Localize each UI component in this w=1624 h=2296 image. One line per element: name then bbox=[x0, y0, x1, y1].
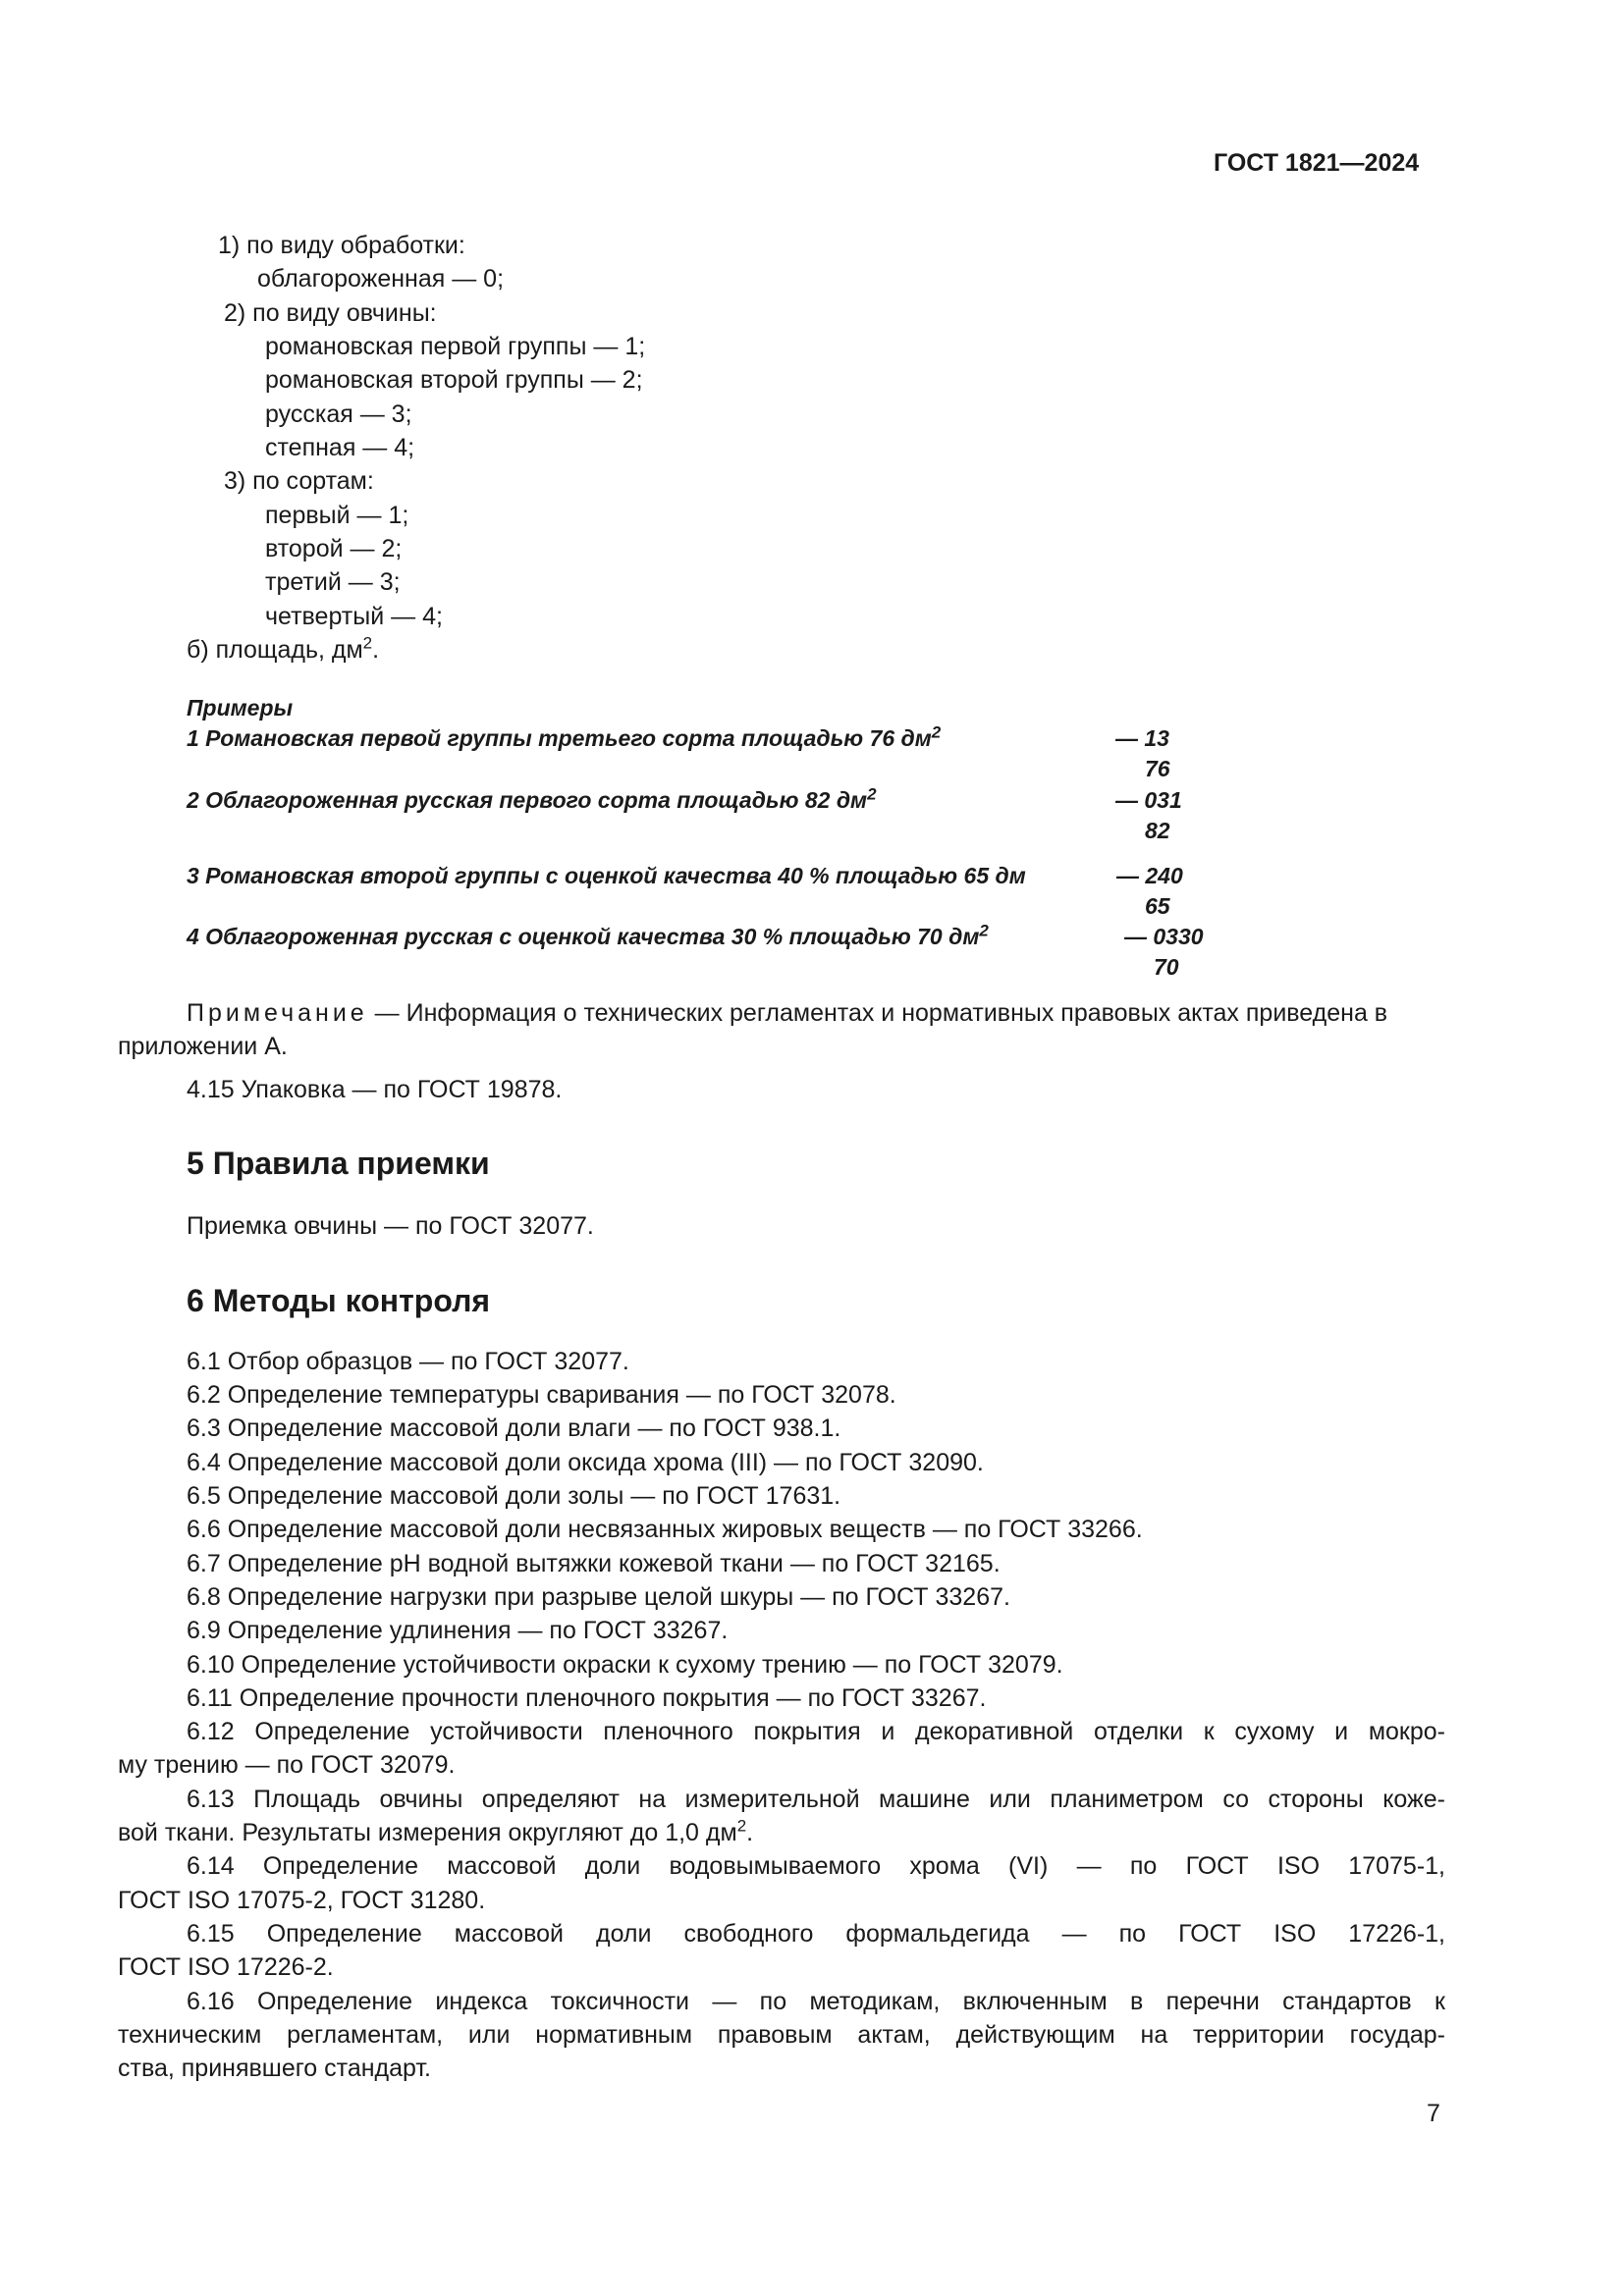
method-item: 6.10 Определение устойчивости окраски к сухому трению — по ГОСТ 32079. bbox=[187, 1651, 1063, 1679]
section-5-text: Приемка овчины — по ГОСТ 32077. bbox=[187, 1212, 594, 1240]
example-code: — 13 bbox=[1115, 725, 1169, 751]
method-item: 6.7 Определение pH водной вытяжки кожевой ткани — по ГОСТ 32165. bbox=[187, 1550, 1001, 1577]
note-label: Примечание bbox=[187, 999, 368, 1027]
method-item-continued: ГОСТ ISO 17226-2. bbox=[118, 1953, 334, 1981]
method-item: 6.11 Определение прочности пленочного покрытия — по ГОСТ 33267. bbox=[187, 1684, 987, 1712]
packing-paragraph: 4.15 Упаковка — по ГОСТ 19878. bbox=[187, 1076, 563, 1103]
method-item: 6.12 Определение устойчивости пленочного покрытия и декоративной отделки к сухому и мокро- bbox=[187, 1718, 1445, 1745]
example-text: 3 Романовская второй группы с оценкой качества 40 % площадью 65 дм bbox=[187, 863, 1026, 888]
example-area: 65 bbox=[1145, 893, 1170, 919]
method-item: 6.6 Определение массовой доли несвязанных жировых веществ — по ГОСТ 33266. bbox=[187, 1516, 1143, 1543]
method-item-continued: ГОСТ ISO 17075-2, ГОСТ 31280. bbox=[118, 1887, 486, 1914]
page-number: 7 bbox=[1427, 2100, 1440, 2127]
method-item-continued: ства, принявшего стандарт. bbox=[118, 2055, 432, 2082]
method-item: 6.3 Определение массовой доли влаги — по ГОСТ 938.1. bbox=[187, 1415, 841, 1442]
list-item-sheepskin-type: 2) по виду овчины: bbox=[224, 299, 437, 327]
document-code: ГОСТ 1821—2024 bbox=[1214, 149, 1420, 177]
list-subitem: облагороженная — 0; bbox=[257, 265, 505, 293]
list-subitem: четвертый — 4; bbox=[265, 603, 443, 630]
list-item-grades: 3) по сортам: bbox=[224, 467, 374, 495]
method-item-continued: вой ткани. Результаты измерения округляют до 1,0 $дм^2$. bbox=[118, 1816, 754, 1846]
example-code: — 031 bbox=[1115, 787, 1182, 813]
example-code: — 240 bbox=[1116, 863, 1183, 888]
example-code: — 0330 bbox=[1124, 924, 1204, 949]
list-subitem: романовская первой группы — 1; bbox=[265, 333, 646, 360]
note-line: Примечание — Информация о технических регламентах и нормативных правовых актах приведена в bbox=[187, 999, 1388, 1027]
method-item: 6.5 Определение массовой доли золы — по ГОСТ 17631. bbox=[187, 1482, 841, 1510]
method-item: 6.9 Определение удлинения — по ГОСТ 33267. bbox=[187, 1617, 729, 1644]
method-item: 6.15 Определение массовой доли свободного формальдегида — по ГОСТ ISO 17226-1, bbox=[187, 1920, 1445, 1948]
method-item: 6.16 Определение индекса токсичности — по методикам, включенным в перечни стандартов к bbox=[187, 1988, 1445, 2015]
method-item: 6.13 Площадь овчины определяют на измерительной машине или планиметром со стороны коже- bbox=[187, 1786, 1445, 1813]
method-item-continued: техническим регламентам, или нормативным правовым актам, действующим на территории государ- bbox=[118, 2021, 1445, 2049]
section-5-heading: 5 Правила приемки bbox=[187, 1146, 490, 1181]
list-subitem: первый — 1; bbox=[265, 502, 409, 529]
list-subitem: русская — 3; bbox=[265, 400, 412, 428]
examples-title: Примеры bbox=[187, 695, 294, 721]
list-subitem: степная — 4; bbox=[265, 434, 415, 461]
list-subitem: второй — 2; bbox=[265, 535, 403, 562]
method-item-continued: му трению — по ГОСТ 32079. bbox=[118, 1751, 456, 1779]
method-item: 6.1 Отбор образцов — по ГОСТ 32077. bbox=[187, 1348, 629, 1375]
example-area: 76 bbox=[1145, 756, 1170, 781]
list-subitem: романовская второй группы — 2; bbox=[265, 366, 643, 394]
list-item-processing: 1) по виду обработки: bbox=[218, 232, 465, 259]
list-item-area: б) площадь, $дм^2$. bbox=[187, 633, 380, 664]
method-item: 6.4 Определение массовой доли оксида хрома (III) — по ГОСТ 32090. bbox=[187, 1449, 984, 1476]
section-6-heading: 6 Методы контроля bbox=[187, 1283, 491, 1318]
example-area: 70 bbox=[1154, 954, 1179, 980]
method-item: 6.8 Определение нагрузки при разрыве целой шкуры — по ГОСТ 33267. bbox=[187, 1583, 1010, 1611]
method-item: 6.14 Определение массовой доли водовымываемого хрома (VI) — по ГОСТ ISO 17075-1, bbox=[187, 1852, 1445, 1880]
example-area: 82 bbox=[1145, 818, 1170, 843]
list-subitem: третий — 3; bbox=[265, 568, 401, 596]
method-item: 6.2 Определение температуры сваривания — по ГОСТ 32078. bbox=[187, 1381, 896, 1409]
example-text: 1 Романовская первой группы третьего сорта площадью 76 $дм^2$ bbox=[187, 722, 942, 751]
note-line: приложении А. bbox=[118, 1033, 288, 1060]
example-text: 2 Облагороженная русская первого сорта площадью 82 $дм^2$ bbox=[187, 784, 877, 813]
example-text: 4 Облагороженная русская с оценкой качества 30 % площадью 70 $дм^2$ bbox=[187, 921, 989, 949]
